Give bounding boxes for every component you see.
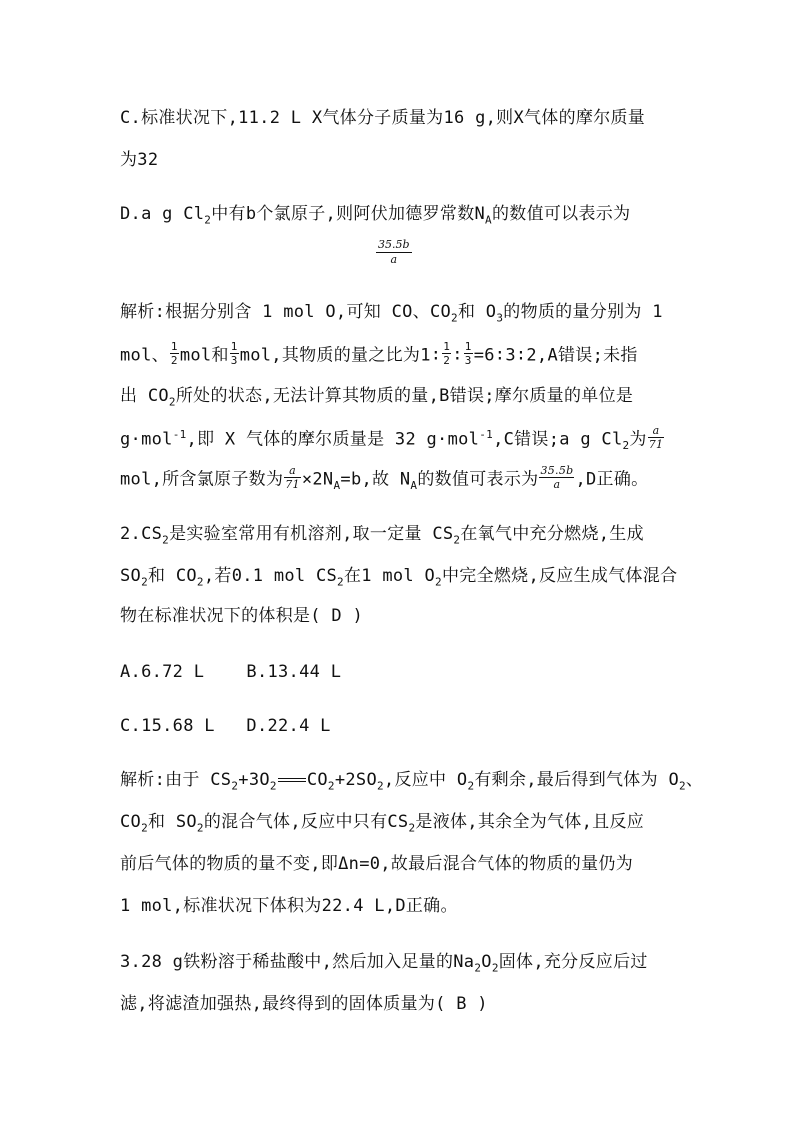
text: +2SO [334, 770, 377, 790]
text: 的数值可表示为 [417, 469, 539, 490]
text: 3.28 g铁粉溶于稀盐酸中,然后加入足量的Na [120, 952, 475, 972]
analysis2-line4 [120, 894, 458, 918]
subscript: 2 [622, 438, 630, 452]
text: ,C错误;a g Cl [493, 429, 623, 450]
subscript: A [333, 478, 341, 492]
text: 中完全燃烧,反应生成气体混合 [441, 566, 678, 586]
fraction [442, 340, 451, 367]
subscript: A [410, 478, 418, 492]
text: =6∶3∶2,A错误;未指 [473, 345, 638, 366]
subscript: 2 [141, 821, 149, 835]
option-c-line1 [120, 106, 645, 130]
fraction [284, 464, 301, 491]
text: D.a g Cl [120, 204, 205, 224]
question2-line1 [120, 522, 644, 546]
text: mol,所含氯原子数为 [120, 469, 284, 490]
text: mol、 [120, 345, 169, 366]
text: 2.CS [120, 524, 163, 544]
question2-options-ab [120, 660, 341, 684]
subscript: 2 [162, 533, 170, 547]
question2-line3 [120, 604, 363, 628]
analysis1-line2 [120, 342, 638, 369]
subscript: 2 [491, 961, 499, 975]
text: ,反应中 O [383, 770, 468, 790]
denominator: a [390, 253, 398, 266]
subscript: 2 [196, 575, 204, 589]
numerator: a [652, 424, 660, 437]
text: ,即 X 气体的摩尔质量是 32 g·mol [186, 429, 480, 450]
subscript: 2 [327, 779, 335, 793]
numerator: 1 [443, 340, 451, 353]
fraction [170, 340, 179, 367]
text: 有剩余,最后得到气体为 O [474, 770, 679, 790]
option-d-fraction [376, 238, 412, 267]
denominator: 3 [230, 354, 238, 367]
fraction [648, 424, 665, 451]
subscript: 2 [467, 779, 475, 793]
denominator: a [553, 478, 561, 491]
subscript: 2 [196, 821, 204, 835]
text: 物在标准状况下的体积是( D ) [120, 606, 363, 626]
subscript: A [485, 213, 492, 227]
numerator: a [289, 464, 296, 477]
option-d-line [120, 202, 630, 226]
text: 和 O [457, 302, 497, 322]
text: C.标准状况下,11.2 L X气体分子质量为16 g,则X气体的摩尔质量 [120, 108, 646, 128]
text: 是实验室常用有机溶剂,取一定量 CS [169, 524, 454, 544]
text: 的数值可以表示为 [491, 204, 631, 224]
text: 前后气体的物质的量不变,即Δn=0,故最后混合气体的物质的量仍为 [120, 854, 634, 874]
text: 固体,充分反应后过 [498, 952, 648, 972]
analysis1-line3 [120, 384, 633, 408]
fraction [539, 464, 574, 491]
text: ∶ [452, 345, 463, 366]
text: 解析:根据分别含 1 mol O,可知 CO、CO [120, 302, 452, 322]
question2-options-cd [120, 714, 331, 738]
text: 出 CO [120, 386, 169, 406]
text: O [481, 952, 492, 972]
denominator: 2 [170, 354, 178, 367]
text: 是液体,其余全为气体,且反应 [415, 812, 645, 832]
subscript: 2 [337, 575, 344, 589]
text: 为 [629, 429, 647, 450]
numerator: 1 [464, 340, 472, 353]
analysis1-line4 [120, 426, 665, 453]
denominator: 2 [443, 354, 451, 367]
subscript: 2 [168, 395, 176, 409]
text: mol,其物质的量之比为1∶ [239, 345, 442, 366]
subscript: 2 [408, 821, 416, 835]
analysis1-line1 [120, 300, 663, 324]
text: =b,故 N [340, 469, 411, 490]
numerator: 1 [230, 340, 238, 353]
denominator: 3 [464, 354, 472, 367]
option-c-line2 [120, 148, 158, 172]
analysis1-line5 [120, 466, 648, 493]
fraction [230, 340, 239, 367]
subscript: 2 [435, 575, 442, 589]
subscript: 2 [451, 311, 458, 325]
analysis2-line3 [120, 852, 633, 876]
subscript: 2 [678, 779, 686, 793]
subscript: 3 [496, 311, 504, 325]
denominator: 71 [648, 438, 664, 451]
subscript: 2 [231, 779, 239, 793]
text: ,若0.1 mol CS [203, 566, 338, 586]
text: 解析:由于 CS [120, 770, 232, 790]
text: mol和 [179, 345, 229, 366]
subscript: 2 [474, 961, 482, 975]
text: 1 mol,标准状况下体积为22.4 L,D正确。 [120, 896, 458, 916]
fraction [464, 340, 473, 367]
analysis2-line2 [120, 810, 644, 834]
subscript: 2 [453, 533, 461, 547]
denominator: 71 [285, 478, 300, 491]
subscript: 2 [269, 779, 277, 793]
text: 在1 mol O [343, 566, 436, 586]
text: 的物质的量分别为 1 [503, 302, 663, 322]
text: SO [120, 566, 142, 586]
text: 、 [685, 770, 704, 790]
numerator: 1 [170, 340, 178, 353]
subscript: 2 [376, 779, 384, 793]
analysis2-line1 [120, 768, 703, 792]
text: ,D正确。 [575, 469, 649, 490]
text: C.15.68 L D.22.4 L [120, 716, 331, 736]
text: CO [120, 812, 142, 832]
subscript: 2 [204, 213, 212, 227]
reaction-equals-sign [278, 778, 306, 782]
superscript: -1 [172, 427, 187, 441]
text: g·mol [120, 429, 173, 450]
text: +3O [238, 770, 270, 790]
text: 的混合气体,反应中只有CS [203, 812, 409, 832]
question2-line2 [120, 564, 677, 588]
superscript: -1 [479, 427, 494, 441]
subscript: 2 [141, 575, 149, 589]
text: 中有b个氯原子,则阿伏加德罗常数N [211, 204, 486, 224]
text: 所处的状态,无法计算其物质的量,B错误;摩尔质量的单位是 [175, 386, 634, 406]
text: ×2N [301, 469, 334, 490]
question3-line2 [120, 992, 488, 1016]
text: 为32 [120, 150, 159, 170]
text: 和 SO [148, 812, 197, 832]
text: CO [306, 770, 328, 790]
numerator: 35.5b [540, 464, 574, 477]
question3-line1 [120, 950, 648, 974]
text: 滤,将滤渣加强热,最终得到的固体质量为( B ) [120, 994, 488, 1014]
text: 和 CO [148, 566, 197, 586]
text: 在氧气中充分燃烧,生成 [460, 524, 644, 544]
numerator: 35.5b [378, 238, 410, 251]
text: A.6.72 L B.13.44 L [120, 662, 342, 682]
